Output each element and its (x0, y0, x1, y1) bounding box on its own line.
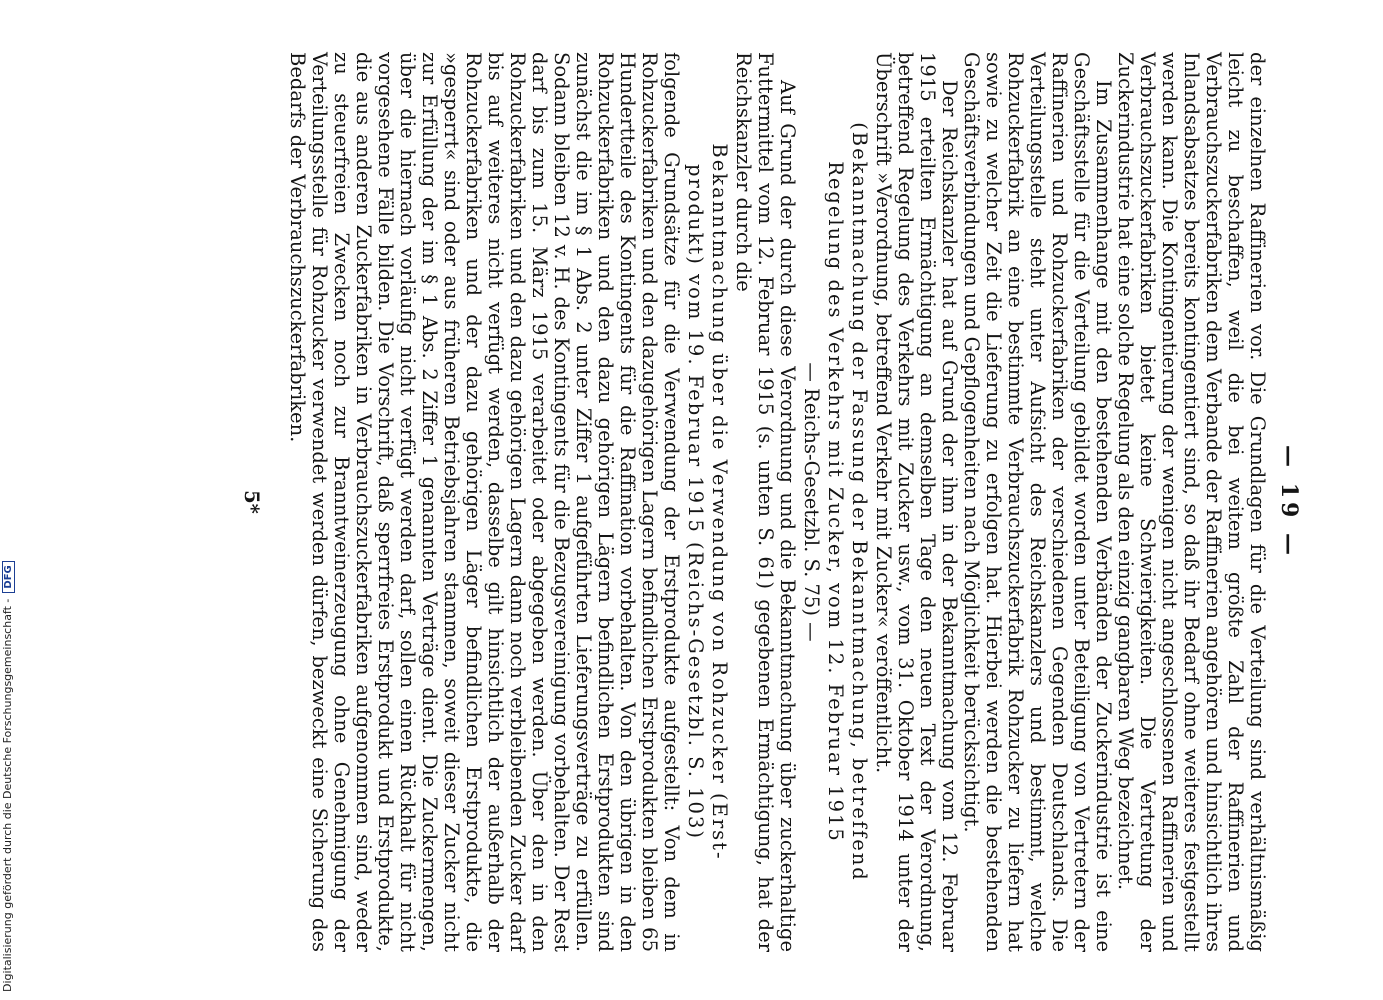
scanned-page (150, 52, 1300, 952)
digitization-credit-strip (0, 565, 16, 1000)
dfg-logo: DFG (2, 561, 15, 592)
paragraph-3: Der Reichskanzler hat auf Grund der ihm in der Bekanntmachung vom 12. Februar 1915 erteilten Ermächtigung an demselben Tage den neuen Text der Verordnung, betreffend Regelung des Verkehrs mit Zucker usw., vom 31. Oktober 1914 unter der Überschrift »Verordnung, betreffend Verkehr mit Zucker« veröffentlicht. (872, 52, 961, 952)
title-1-line-c: — Reichs-Gesetzbl. S. 75) — (800, 362, 823, 642)
digitization-credit (2, 561, 15, 992)
paragraph-2: Im Zusammenhange mit den bestehenden Verbänden der Zuckerindustrie ist eine Geschäftsstelle für die Verteilung gebildet worden unter Beteiligung von Vertretern der Raffinerien und Rohzuckerfabriken der verschiedenen Gegenden Deutschlands. Die Verteilungsstelle steht unter Aufsicht des Reichskanzlers und bestimmt, welche Rohzuckerfabrik an eine bestimmte Verbrauchszuckerfabrik Rohzucker zu liefern hat sowie zu welcher Zeit die Lieferung zu erfolgen hat. Hierbei werden die bestehenden Geschäftsverbindungen und Gepflogenheiten nach Möglichkeit berücksichtigt. (960, 52, 1115, 952)
title-1-line-b: Regelung des Verkehrs mit Zucker, vom 12. Februar 1915 (824, 161, 847, 843)
title-2-line-a: Bekanntmachung über die Verwendung von Rohzucker (Erst- (708, 143, 731, 861)
paragraph-1: der einzelnen Raffinerien vor. Die Grundlagen für die Verteilung sind verhältnismäßig leicht zu beschaffen, weil die bei weitem größte Zahl der Raffinerien und Verbrauchszuckerfabriken dem Verbande der Raffinerien angehören und hinsichtlich ihres Inlandsabsatzes bereits kontingentiert sind, so daß ihr Bedarf ohne weiteres festgestellt werden kann. Die Kontingentierung der wenigen nicht angeschlossenen Raffinerien und Verbrauchszuckerfabriken bietet keine Schwierigkeiten. Die Vertretung der Zuckerindustrie hat eine solche Regelung als den einzig gangbaren Weg bezeichnet. (1114, 52, 1269, 952)
paragraph-5: folgende Grundsätze für die Verwendung der Erstprodukte aufgestellt: Von dem in Rohzuckerfabriken und den dazugehörigen Lagern befindlichen Erstprodukten bleiben 65 Hundertteile des Kontingents für die Raffination vorbehalten. Von den übrigen in den Rohzuckerfabriken und den dazu gehörigen Lägern befindlichen Erstprodukten sind zunächst die im § 1 Abs. 2 unter Ziffer 1 aufgeführten Lieferungsverträge zu erfüllen. Sodann bleiben 12 v. H. des Kontingents für die Bezugsvereinigung vorbehalten. Der Rest darf bis zum 15. März 1915 verarbeitet oder abgegeben werden. Über den in den Rohzuckerfabriken und den dazu gehörigen Lagern dann noch verbleibenden Zucker darf bis auf weiteres nicht verfügt werden, dasselbe gilt hinsichtlich der außerhalb der Rohzuckerfabriken und der dazu gehörigen Läger befindlichen Erstprodukte, die »gesperrt« sind oder aus früheren Betriebsjahren stammen, soweit dieser Zucker nicht zur Erfüllung der im § 1 Abs. 2 Ziffer 1 genannten Verträge dient. Die Zuckermengen, über die hiernach vorläufig nicht verfügt werden darf, sollen einen Rückhalt für nicht vorgesehene Fälle bilden. Die Vorschrift, daß sperrfreies Erstprodukt und Erstprodukte, die aus anderen Zuckerfabriken in Verbrauchszuckerfabriken aufgenommen sind, weder zu steuerfreien Zwecken noch zur Branntweinerzeugung ohne Genehmigung der Verteilungsstelle für Rohzucker verwendet werden dürfen, bezweckt eine Sicherung des Bedarfs der Verbrauchszuckerfabriken. (286, 52, 683, 952)
paragraph-4: Auf Grund der durch diese Verordnung und die Bekanntmachung über zuckerhaltige Futtermittel vom 12. Februar 1915 (s. unten S. 61) gegebenen Ermächtigung, hat der Reichskanzler durch die (732, 52, 799, 952)
page-content-rotated (150, 52, 1300, 952)
title-2-line-b: produkt) vom 19. Februar 1915 (Reichs-Gesetzbl. S. 103) (684, 164, 707, 840)
title-1-line-a: (Bekanntmachung der Fassung der Bekanntmachung, betreffend (848, 122, 871, 882)
page-number-header: — 19 — (1276, 445, 1302, 559)
credit-text: Digitalisierung gefördert durch die Deutsche Forschungsgemeinschaft - (1, 598, 14, 992)
signature-mark: 5* (240, 490, 263, 514)
